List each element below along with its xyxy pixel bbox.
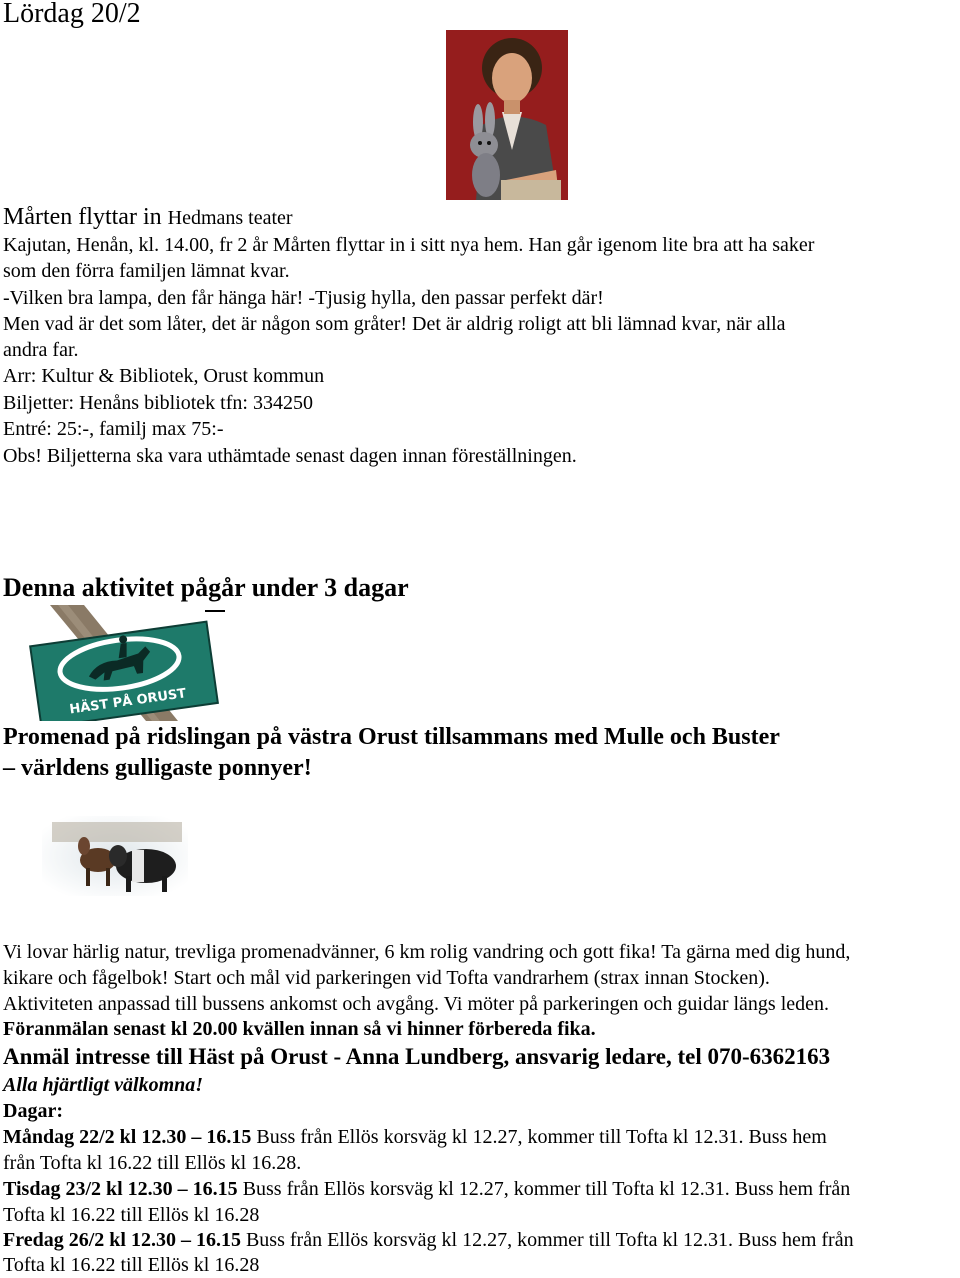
event-desc-line: Kajutan, Henån, kl. 14.00, fr 2 år Mårten flyttar in i sitt nya hem. Han går igenom lite bra att ha saker: [3, 234, 815, 256]
day-date: Fredag 26/2 kl 12.30 – 16.15: [3, 1229, 241, 1251]
day-entry-cont: från Tofta kl 16.22 till Ellös kl 16.28.: [3, 1152, 302, 1174]
day-entry-cont: Tofta kl 16.22 till Ellös kl 16.28: [3, 1254, 260, 1276]
event-tickets: Biljetter: Henåns bibliotek tfn: 334250: [3, 392, 313, 414]
page-title: Lördag 20/2: [3, 0, 141, 29]
day-date: Tisdag 23/2 kl 12.30 – 16.15: [3, 1178, 238, 1200]
day-bus-info: Buss från Ellös korsväg kl 12.27, kommer till Tofta kl 12.31. Buss hem från: [240, 1229, 854, 1251]
body-line: Aktiviteten anpassad till bussens ankomst och avgång. Vi möter på parkeringen och guidar längs leden.: [3, 993, 830, 1015]
welcome-text: Alla hjärtligt välkomna!: [3, 1074, 204, 1096]
body-line: kikare och fågelbok! Start och mål vid parkeringen vid Tofta vandrarhem (strax innan Stocken).: [3, 967, 770, 989]
event-entry-fee: Entré: 25:-, familj max 75:-: [3, 418, 224, 440]
day-bus-info: Buss från Ellös korsväg kl 12.27, kommer till Tofta kl 12.31. Buss hem: [251, 1126, 827, 1148]
day-entry: [3, 1176, 850, 1202]
event-title-main: Mårten flyttar in: [3, 204, 162, 230]
promo-line: – världens gulligaste ponnyer!: [3, 755, 312, 781]
register-interest: Anmäl intresse till Häst på Orust - Anna Lundberg, ansvarig ledare, tel 070-6362163: [3, 1044, 831, 1069]
day-date: Måndag 22/2 kl 12.30 – 16.15: [3, 1126, 252, 1148]
day-bus-info: Buss från Ellös korsväg kl 12.27, kommer till Tofta kl 12.31. Buss hem från: [237, 1178, 851, 1200]
event-desc-line: andra far.: [3, 339, 79, 361]
event-desc-line: som den förra familjen lämnat kvar.: [3, 260, 290, 282]
sign-text: HÄST PÅ ORUST: [68, 686, 188, 718]
day-entry-cont: Tofta kl 16.22 till Ellös kl 16.28: [3, 1204, 260, 1226]
day-entry: [3, 1124, 827, 1150]
section-heading: Denna aktivitet pågår under 3 dagar: [3, 573, 409, 602]
hast-pa-orust-logo: [28, 605, 228, 721]
event-title: [3, 203, 293, 232]
day-entry: [3, 1227, 854, 1253]
event-organizer: Arr: Kultur & Bibliotek, Orust kommun: [3, 365, 325, 387]
preregister-note: Föranmälan senast kl 20.00 kvällen innan så vi hinner förbereda fika.: [3, 1018, 596, 1040]
event-note: Obs! Biljetterna ska vara uthämtade senast dagen innan föreställningen.: [3, 445, 577, 467]
days-label: Dagar:: [3, 1100, 63, 1122]
body-line: Vi lovar härlig natur, trevliga promenadvänner, 6 km rolig vandring och gott fika! Ta gärna med dig hund,: [3, 941, 851, 963]
event-desc-line: Men vad är det som låter, det är någon som gråter! Det är aldrig roligt att bli lämnad kvar, när alla: [3, 313, 786, 335]
ponies-photo: [42, 816, 188, 896]
event-desc-line: -Vilken bra lampa, den får hänga här! -Tjusig hylla, den passar perfekt där!: [3, 287, 604, 309]
performer-photo: [446, 30, 568, 200]
event-title-theatre: Hedmans teater: [167, 207, 293, 229]
promo-line: Promenad på ridslingan på västra Orust tillsammans med Mulle och Buster: [3, 724, 780, 750]
